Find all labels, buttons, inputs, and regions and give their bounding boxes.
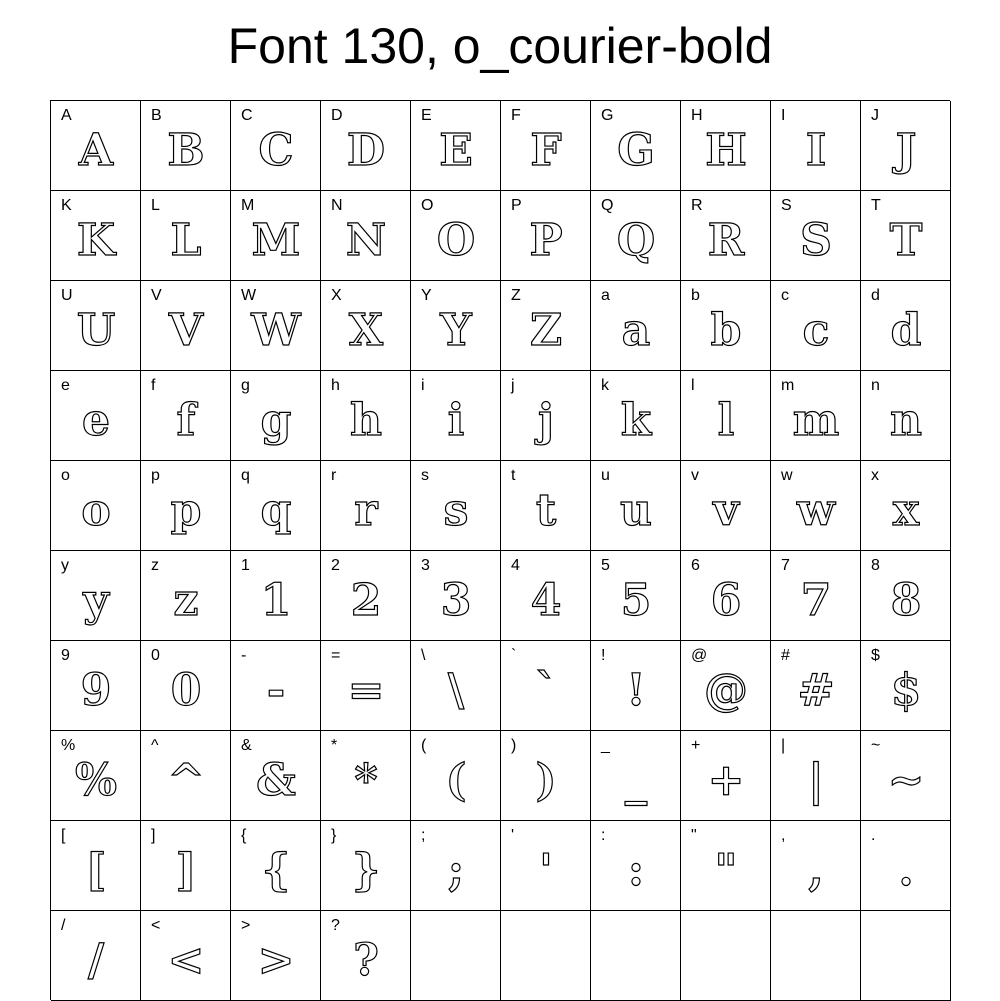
glyph-label: | [781, 737, 786, 754]
glyph-label: = [331, 647, 341, 664]
glyph-cell [681, 371, 771, 461]
glyph-cell [771, 731, 861, 821]
glyph-cell [411, 281, 501, 371]
glyph-label: a [601, 287, 610, 304]
glyph-sample: P [529, 215, 563, 266]
glyph-sample: H [705, 125, 747, 176]
glyph-label: E [421, 107, 432, 124]
glyph-cell [501, 641, 591, 731]
glyph-sample: N [345, 215, 387, 266]
glyph-cell [231, 191, 321, 281]
glyph-cell [321, 371, 411, 461]
glyph-sample: 5 [620, 575, 652, 626]
glyph-sample: & [256, 755, 296, 806]
glyph-sample: c [802, 305, 830, 356]
glyph-label: " [691, 827, 697, 844]
glyph-sample: @ [704, 665, 748, 716]
glyph-cell [771, 821, 861, 911]
glyph-cell [141, 101, 231, 191]
glyph-cell [681, 281, 771, 371]
glyph-sample: g [260, 395, 292, 446]
glyph-label: i [421, 377, 425, 394]
glyph-cell [231, 371, 321, 461]
glyph-sample: # [797, 665, 835, 716]
glyph-sample: o [81, 485, 111, 536]
glyph-sample: < [167, 935, 205, 986]
glyph-label: 1 [241, 557, 250, 574]
glyph-cell [231, 731, 321, 821]
glyph-label: R [691, 197, 703, 214]
glyph-sample: / [87, 935, 105, 986]
glyph-label: % [61, 737, 76, 754]
glyph-label: # [781, 647, 790, 664]
glyph-cell [501, 101, 591, 191]
glyph-sample: - [266, 665, 286, 716]
glyph-cell [501, 371, 591, 461]
glyph-label: _ [601, 737, 610, 754]
glyph-cell [141, 191, 231, 281]
glyph-cell [771, 551, 861, 641]
glyph-sample: G [617, 125, 655, 176]
glyph-sample: } [351, 845, 381, 896]
glyph-cell [681, 731, 771, 821]
glyph-sample: % [75, 755, 117, 806]
glyph-label: G [601, 107, 614, 124]
glyph-label: w [781, 467, 793, 484]
glyph-label: Z [511, 287, 521, 304]
glyph-sample: * [354, 755, 378, 806]
glyph-cell [861, 101, 951, 191]
glyph-label: O [421, 197, 434, 214]
glyph-cell [411, 731, 501, 821]
glyph-cell [591, 731, 681, 821]
glyph-label: o [61, 467, 70, 484]
glyph-sample: v [713, 485, 739, 536]
glyph-sample: E [439, 125, 473, 176]
glyph-cell [321, 731, 411, 821]
empty-cell [861, 911, 951, 1001]
glyph-cell [141, 281, 231, 371]
empty-cell [501, 911, 591, 1001]
glyph-sample: ) [535, 755, 557, 806]
glyph-sample: ( [445, 755, 467, 806]
glyph-label: q [241, 467, 250, 484]
glyph-sample: d [890, 305, 922, 356]
glyph-label: P [511, 197, 522, 214]
glyph-sample: B [167, 125, 205, 176]
glyph-label: $ [871, 647, 880, 664]
glyph-label: : [601, 827, 606, 844]
glyph-label: } [331, 827, 337, 844]
glyph-sample: 1 [260, 575, 292, 626]
glyph-sample: 0 [170, 665, 202, 716]
glyph-label: I [781, 107, 786, 124]
glyph-label: h [331, 377, 340, 394]
glyph-cell [321, 551, 411, 641]
glyph-sample: u [620, 485, 652, 536]
glyph-cell [681, 821, 771, 911]
glyph-cell [51, 641, 141, 731]
glyph-cell [231, 821, 321, 911]
glyph-sample: X [348, 305, 384, 356]
glyph-label: f [151, 377, 156, 394]
glyph-label: < [151, 917, 161, 934]
glyph-cell [231, 551, 321, 641]
glyph-sample: h [350, 395, 382, 446]
glyph-sample: U [76, 305, 116, 356]
glyph-label: y [61, 557, 69, 574]
glyph-cell [591, 281, 681, 371]
glyph-sample: \ [447, 665, 465, 716]
glyph-label: @ [691, 647, 708, 664]
glyph-cell [861, 371, 951, 461]
glyph-label: Y [421, 287, 432, 304]
glyph-sample: 9 [80, 665, 112, 716]
glyph-cell [321, 461, 411, 551]
glyph-cell [51, 551, 141, 641]
glyph-label: 0 [151, 647, 160, 664]
glyph-cell [681, 191, 771, 281]
glyph-sample: ? [353, 935, 379, 986]
glyph-label: r [331, 467, 337, 484]
glyph-sample: r [354, 485, 378, 536]
glyph-label: 9 [61, 647, 70, 664]
glyph-sample: K [76, 215, 116, 266]
glyph-label: X [331, 287, 342, 304]
glyph-label: c [781, 287, 789, 304]
glyph-sample: x [892, 485, 920, 536]
glyph-cell [411, 101, 501, 191]
glyph-label: A [61, 107, 72, 124]
glyph-label: s [421, 467, 429, 484]
glyph-cell [321, 911, 411, 1001]
glyph-sample: [ [85, 845, 107, 896]
glyph-sample: ; [447, 845, 465, 896]
glyph-cell [51, 101, 141, 191]
glyph-cell [861, 191, 951, 281]
glyph-label: F [511, 107, 521, 124]
glyph-cell [681, 641, 771, 731]
glyph-cell [231, 641, 321, 731]
glyph-sample: q [260, 485, 292, 536]
glyph-sample: $ [890, 665, 922, 716]
glyph-cell [141, 911, 231, 1001]
glyph-sample: b [710, 305, 742, 356]
glyph-label: V [151, 287, 162, 304]
glyph-label: T [871, 197, 881, 214]
glyph-label: [ [61, 827, 66, 844]
glyph-cell [861, 821, 951, 911]
glyph-sample: j [538, 395, 554, 446]
glyph-cell [51, 461, 141, 551]
glyph-sample: e [82, 395, 110, 446]
glyph-cell [411, 821, 501, 911]
glyph-sample: w [797, 485, 835, 536]
glyph-label: , [781, 827, 786, 844]
glyph-label: D [331, 107, 343, 124]
glyph-cell [681, 461, 771, 551]
glyph-cell [141, 821, 231, 911]
glyph-cell [591, 101, 681, 191]
glyph-label: 7 [781, 557, 790, 574]
glyph-sample: 2 [350, 575, 382, 626]
glyph-sample: + [707, 755, 745, 806]
glyph-cell [591, 641, 681, 731]
glyph-label: m [781, 377, 795, 394]
glyph-sample: R [707, 215, 745, 266]
glyph-label: l [691, 377, 695, 394]
glyph-cell [771, 281, 861, 371]
glyph-label: K [61, 197, 72, 214]
glyph-label: ^ [151, 737, 159, 754]
glyph-label: x [871, 467, 879, 484]
glyph-cell [681, 101, 771, 191]
glyph-cell [321, 101, 411, 191]
glyph-label: ~ [871, 737, 881, 754]
glyph-label: ` [511, 647, 517, 664]
glyph-cell [321, 191, 411, 281]
glyph-label: L [151, 197, 160, 214]
glyph-label: 4 [511, 557, 520, 574]
glyph-cell [51, 821, 141, 911]
glyph-sample: { [261, 845, 291, 896]
glyph-label: & [241, 737, 252, 754]
glyph-sample: ! [626, 665, 646, 716]
glyph-cell [321, 821, 411, 911]
glyph-label: J [871, 107, 879, 124]
glyph-label: v [691, 467, 699, 484]
glyph-cell [51, 281, 141, 371]
glyph-sample: D [346, 125, 386, 176]
glyph-sample: A [78, 125, 114, 176]
glyph-label: N [331, 197, 343, 214]
glyph-label: ) [511, 737, 517, 754]
glyph-label: M [241, 197, 255, 214]
glyph-sample: ` [535, 665, 557, 716]
glyph-cell [591, 551, 681, 641]
glyph-label: 6 [691, 557, 700, 574]
glyph-sample: ] [175, 845, 197, 896]
glyph-cell [771, 101, 861, 191]
empty-cell [681, 911, 771, 1001]
glyph-cell [411, 191, 501, 281]
glyph-cell [501, 821, 591, 911]
glyph-label: b [691, 287, 700, 304]
glyph-label: ] [151, 827, 156, 844]
glyph-sample: t [535, 485, 557, 536]
glyph-cell [771, 371, 861, 461]
glyph-sample: 7 [800, 575, 832, 626]
glyph-label: ' [511, 827, 515, 844]
glyph-sample: l [717, 395, 735, 446]
glyph-sample: Z [529, 305, 563, 356]
glyph-label: . [871, 827, 876, 844]
glyph-label: ( [421, 737, 427, 754]
glyph-label: ? [331, 917, 340, 934]
glyph-label: 5 [601, 557, 610, 574]
glyph-cell [411, 371, 501, 461]
empty-cell [591, 911, 681, 1001]
glyph-label: > [241, 917, 251, 934]
glyph-sample: m [792, 395, 840, 446]
glyph-label: S [781, 197, 792, 214]
glyph-cell [591, 371, 681, 461]
glyph-label: + [691, 737, 701, 754]
glyph-cell [411, 641, 501, 731]
glyph-sample: 4 [530, 575, 562, 626]
glyph-sample: k [620, 395, 652, 446]
glyph-sample: J [895, 125, 917, 176]
glyph-sample: Q [616, 215, 656, 266]
glyph-cell [411, 461, 501, 551]
glyph-label: e [61, 377, 70, 394]
glyph-sample: . [898, 845, 914, 896]
glyph-sample: M [251, 215, 301, 266]
glyph-cell [771, 461, 861, 551]
glyph-sample: i [447, 395, 465, 446]
glyph-sample: _ [625, 755, 647, 806]
glyph-cell [861, 731, 951, 821]
glyph-cell [591, 461, 681, 551]
glyph-sample: C [258, 125, 294, 176]
glyph-sample: ^ [167, 755, 205, 806]
glyph-label: H [691, 107, 703, 124]
glyph-sample: T [889, 215, 923, 266]
glyph-cell [861, 641, 951, 731]
glyph-label: W [241, 287, 257, 304]
glyph-label: d [871, 287, 880, 304]
glyph-label: j [511, 377, 515, 394]
glyph-sample: z [173, 575, 199, 626]
glyph-sample: 8 [890, 575, 922, 626]
glyph-cell [411, 551, 501, 641]
glyph-cell [501, 461, 591, 551]
glyph-cell [231, 281, 321, 371]
glyph-sample: 6 [710, 575, 742, 626]
glyph-sample: ' [539, 845, 553, 896]
glyph-label: 3 [421, 557, 430, 574]
glyph-sample: S [800, 215, 832, 266]
glyph-sample: O [436, 215, 476, 266]
empty-cell [771, 911, 861, 1001]
glyph-cell [231, 911, 321, 1001]
glyph-sample: n [890, 395, 922, 446]
glyph-sample: s [443, 485, 469, 536]
glyph-grid [50, 100, 950, 1000]
glyph-label: t [511, 467, 516, 484]
glyph-cell [861, 281, 951, 371]
glyph-cell [51, 371, 141, 461]
glyph-label: * [331, 737, 338, 754]
glyph-label: \ [421, 647, 426, 664]
glyph-cell [501, 191, 591, 281]
glyph-sample: > [257, 935, 295, 986]
glyph-label: ; [421, 827, 426, 844]
glyph-label: g [241, 377, 250, 394]
glyph-label: U [61, 287, 73, 304]
glyph-cell [141, 731, 231, 821]
glyph-sample: 3 [440, 575, 472, 626]
glyph-sample: : [627, 845, 645, 896]
glyph-cell [771, 191, 861, 281]
glyph-cell [51, 191, 141, 281]
glyph-sample: I [805, 125, 827, 176]
glyph-cell [321, 641, 411, 731]
glyph-cell [591, 191, 681, 281]
glyph-label: - [241, 647, 247, 664]
glyph-sample: F [530, 125, 562, 176]
glyph-sample: W [251, 305, 301, 356]
glyph-cell [501, 281, 591, 371]
glyph-cell [501, 551, 591, 641]
glyph-sample: " [714, 845, 738, 896]
glyph-label: 2 [331, 557, 340, 574]
glyph-cell [51, 911, 141, 1001]
glyph-label: z [151, 557, 159, 574]
glyph-label: / [61, 917, 66, 934]
glyph-cell [141, 371, 231, 461]
glyph-cell [141, 641, 231, 731]
glyph-label: C [241, 107, 253, 124]
glyph-cell [231, 101, 321, 191]
glyph-cell [681, 551, 771, 641]
glyph-label: k [601, 377, 609, 394]
glyph-cell [231, 461, 321, 551]
glyph-cell [321, 281, 411, 371]
glyph-sample: | [807, 755, 824, 806]
glyph-cell [51, 731, 141, 821]
page-title: Font 130, o_courier-bold [227, 18, 773, 74]
glyph-label: B [151, 107, 162, 124]
glyph-cell [141, 461, 231, 551]
glyph-label: ! [601, 647, 606, 664]
glyph-sample: ~ [887, 755, 925, 806]
glyph-cell [861, 461, 951, 551]
empty-cell [411, 911, 501, 1001]
glyph-label: { [241, 827, 247, 844]
glyph-cell [771, 641, 861, 731]
glyph-sample: V [168, 305, 204, 356]
glyph-sample: L [170, 215, 202, 266]
glyph-sample: f [176, 395, 196, 446]
glyph-label: n [871, 377, 880, 394]
glyph-cell [591, 821, 681, 911]
glyph-label: p [151, 467, 160, 484]
glyph-sample: Y [440, 305, 472, 356]
glyph-label: 8 [871, 557, 880, 574]
glyph-sample: y [83, 575, 109, 626]
glyph-label: u [601, 467, 610, 484]
glyph-sample: , [808, 845, 824, 896]
glyph-cell [501, 731, 591, 821]
glyph-sample: a [621, 305, 651, 356]
glyph-sample: = [347, 665, 385, 716]
glyph-label: Q [601, 197, 614, 214]
glyph-cell [141, 551, 231, 641]
glyph-sample: p [170, 485, 202, 536]
glyph-cell [861, 551, 951, 641]
